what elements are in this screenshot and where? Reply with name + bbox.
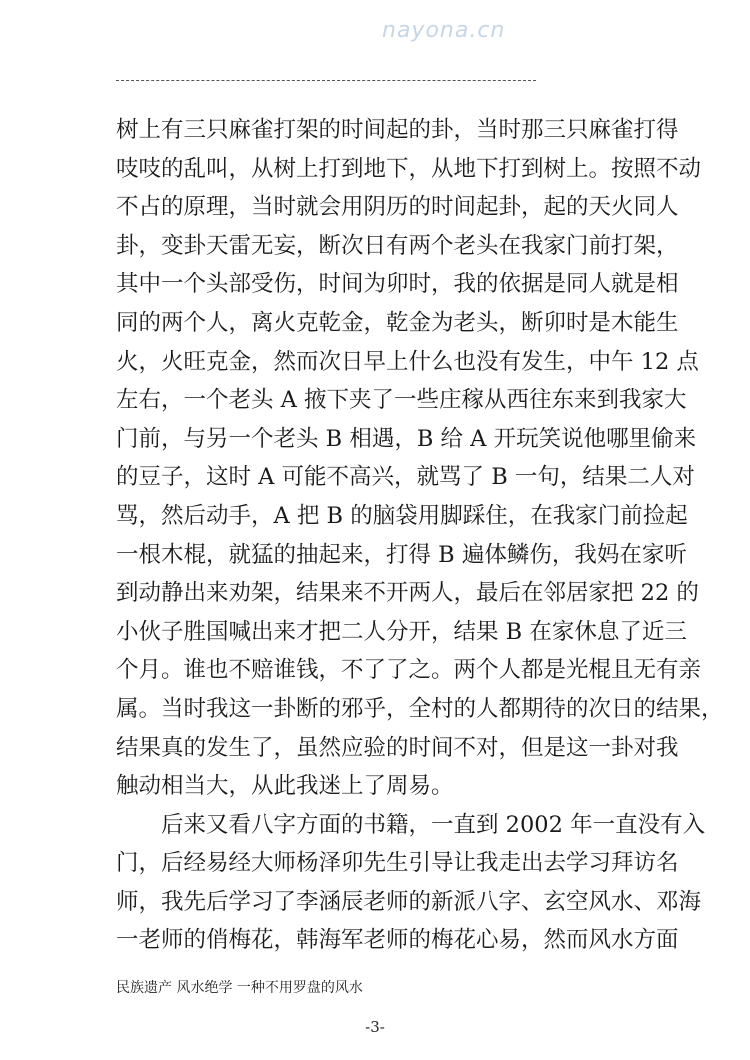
- footer-note: 民族遗产 风水绝学 一种不用罗盘的风水: [116, 980, 363, 996]
- page-number: -3-: [365, 1018, 385, 1036]
- text-line: 一根木棍，就猛的抽起来，打得 B 遍体鳞伤，我妈在家听: [116, 541, 687, 568]
- text-line: 门前，与另一个老头 B 相遇，B 给 A 开玩笑说他哪里偷来: [116, 425, 697, 452]
- text-line: 的豆子，这时 A 可能不高兴，就骂了 B 一句，结果二人对: [116, 464, 695, 491]
- text-line: 师，我先后学习了李涵辰老师的新派八字、玄空风水、邓海: [116, 888, 702, 915]
- text-line: 门，后经易经大师杨泽卯先生引导让我走出去学习拜访名: [116, 850, 679, 877]
- header-divider: [116, 80, 536, 81]
- page-body: [116, 111, 724, 960]
- text-line: 同的两个人，离火克乾金，乾金为老头，断卯时是木能生: [116, 309, 679, 336]
- text-line: 触动相当大，从此我迷上了周易。: [116, 773, 454, 800]
- text-line: 到动静出来劝架，结果来不开两人，最后在邻居家把 22 的: [116, 580, 699, 607]
- text-line: 左右，一个老头 A 掖下夹了一些庄稼从西往东来到我家大: [116, 387, 687, 414]
- text-line: 一老师的俏梅花，韩海军老师的梅花心易，然而风水方面: [116, 927, 679, 954]
- text-line: 属。当时我这一卦断的邪乎，全村的人都期待的次日的结果，: [116, 695, 724, 722]
- text-line: 后来又看八字方面的书籍，一直到 2002 年一直没有入: [161, 811, 706, 838]
- text-line: 个月。谁也不赔谁钱，不了了之。两个人都是光棍且无有亲: [116, 657, 702, 684]
- text-line: 结果真的发生了，虽然应验的时间不对，但是这一卦对我: [116, 734, 679, 761]
- text-line: 骂，然后动手，A 把 B 的脑袋用脚踩住，在我家门前捡起: [116, 502, 688, 529]
- text-line: 吱吱的乱叫，从树上打到地下，从地下打到树上。按照不动: [116, 155, 702, 182]
- text-line: 树上有三只麻雀打架的时间起的卦，当时那三只麻雀打得: [116, 117, 679, 143]
- text-line: 不占的原理，当时就会用阴历的时间起卦，起的天火同人: [116, 194, 679, 221]
- text-line: 卦，变卦天雷无妄，断次日有两个老头在我家门前打架，: [116, 232, 679, 259]
- text-line: 其中一个头部受伤，时间为卯时，我的依据是同人就是相: [116, 271, 679, 298]
- text-line: 小伙子胜国喊出来才把二人分开，结果 B 在家休息了近三: [116, 618, 687, 645]
- watermark: nayona.cn: [382, 18, 506, 43]
- text-line: 火，火旺克金，然而次日早上什么也没有发生，中午 12 点: [116, 348, 699, 375]
